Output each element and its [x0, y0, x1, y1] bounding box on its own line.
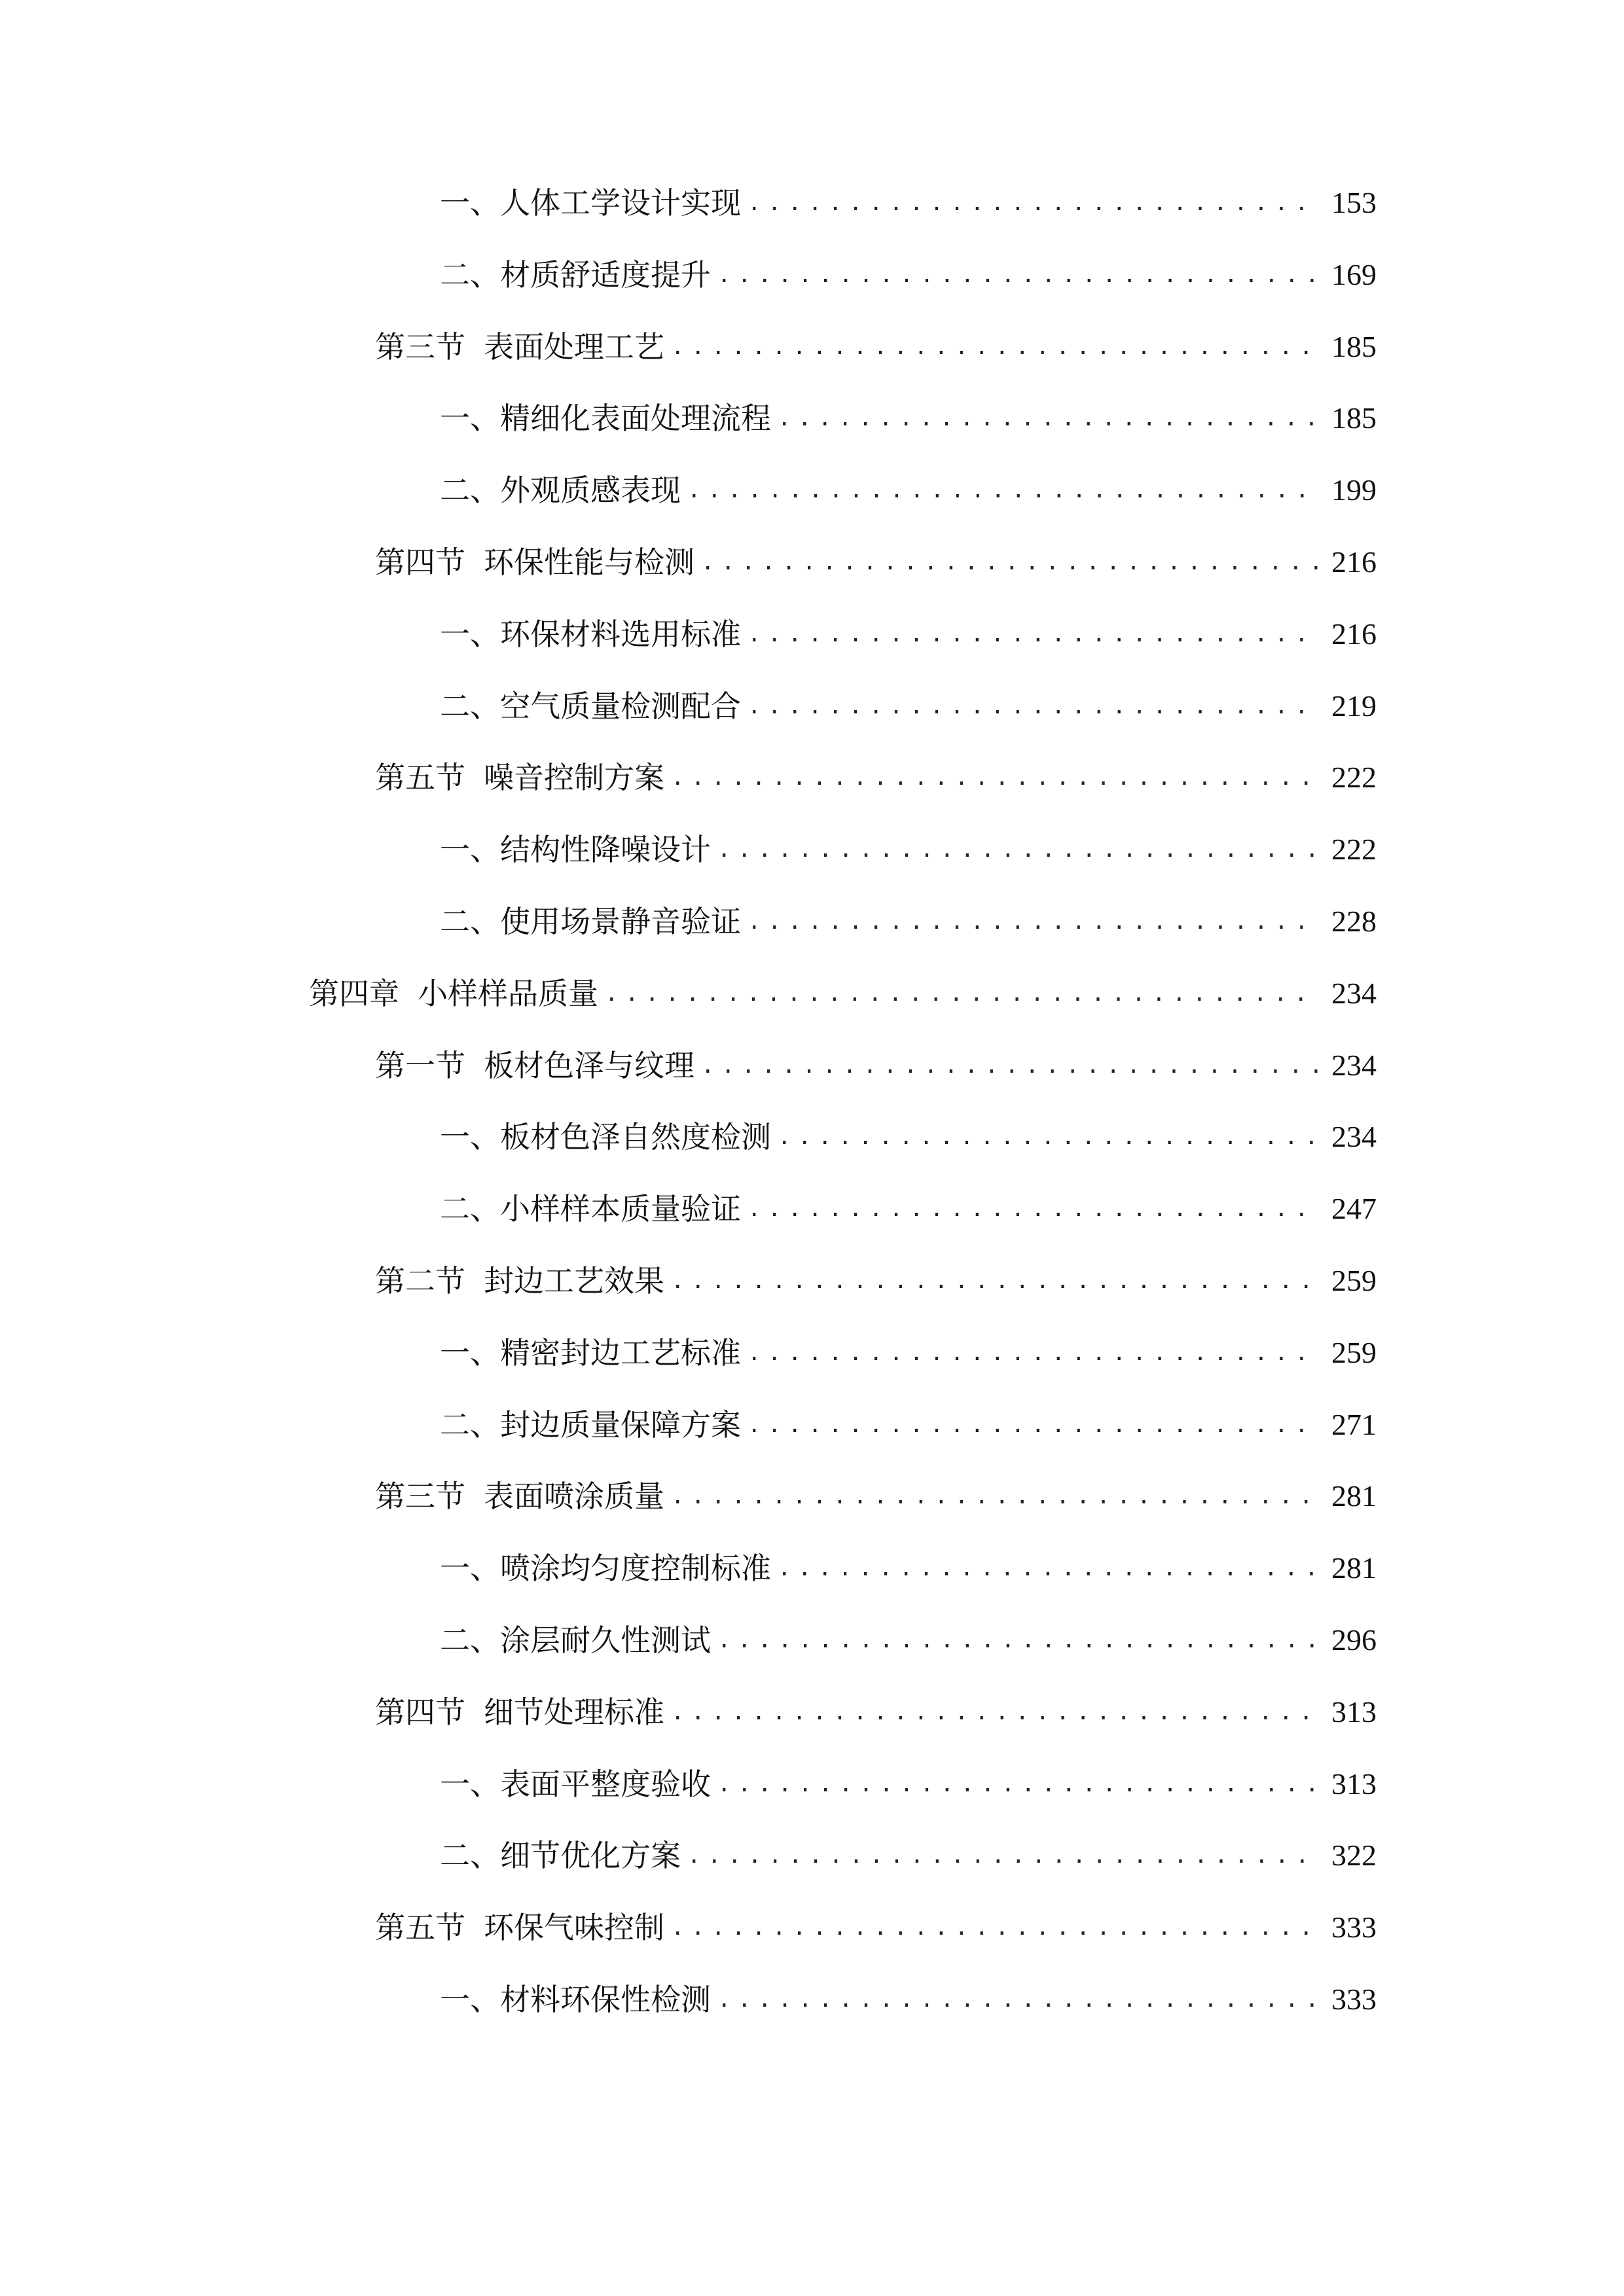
toc-entry-page-number: 333 — [1331, 1910, 1377, 1945]
toc-entry-label: 一、 — [440, 1766, 500, 1802]
toc-entry-label: 第五节 — [375, 760, 465, 796]
toc-entry-title: 表面喷涂质量 — [484, 1479, 664, 1515]
toc-entry-page-number: 313 — [1331, 1695, 1377, 1729]
dot-leader — [671, 751, 1320, 804]
dot-leader — [671, 1255, 1320, 1307]
toc-entry-title: 小样样本质量验证 — [500, 1191, 741, 1227]
toc-entry-label: 一、 — [440, 185, 500, 221]
toc-entry[interactable] — [440, 1111, 1377, 1163]
toc-entry[interactable] — [440, 1327, 1377, 1379]
toc-entry-page-number: 259 — [1331, 1335, 1377, 1369]
toc-entry[interactable] — [440, 895, 1377, 948]
toc-entry-title: 环保气味控制 — [484, 1910, 664, 1946]
toc-entry[interactable] — [375, 751, 1377, 804]
dot-leader — [717, 1614, 1320, 1666]
toc-entry[interactable] — [440, 823, 1377, 876]
toc-entry-label: 第二节 — [375, 1263, 465, 1299]
toc-entry-page-number: 216 — [1331, 617, 1377, 651]
toc-entry[interactable] — [440, 680, 1377, 732]
toc-entry-label: 二、 — [440, 1191, 500, 1227]
toc-entry-page-number: 153 — [1331, 186, 1377, 219]
toc-entry-label: 二、 — [440, 1838, 500, 1874]
toc-entry-page-number: 313 — [1331, 1767, 1377, 1801]
toc-entry-page-number: 281 — [1331, 1479, 1377, 1513]
toc-entry[interactable] — [440, 1758, 1377, 1810]
toc-entry-page-number: 247 — [1331, 1192, 1377, 1226]
toc-entry-label: 一、 — [440, 401, 500, 437]
toc-entry[interactable] — [375, 1901, 1377, 1954]
toc-entry[interactable] — [375, 321, 1377, 373]
toc-entry[interactable] — [440, 464, 1377, 516]
toc-entry-page-number: 296 — [1331, 1623, 1377, 1657]
toc-entry-title: 板材色泽自然度检测 — [500, 1119, 771, 1155]
toc-entry-label: 二、 — [440, 1623, 500, 1658]
toc-entry-page-number: 234 — [1331, 1048, 1377, 1082]
toc-entry-label: 一、 — [440, 1119, 500, 1155]
toc-entry-page-number: 271 — [1331, 1407, 1377, 1441]
toc-entry-page-number: 219 — [1331, 689, 1377, 723]
dot-leader — [717, 249, 1320, 301]
toc-entry[interactable] — [375, 1470, 1377, 1522]
toc-entry-title: 噪音控制方案 — [484, 760, 664, 796]
toc-entry-title: 喷涂均匀度控制标准 — [500, 1551, 771, 1587]
toc-entry-title: 人体工学设计实现 — [500, 185, 741, 221]
toc-entry-label: 二、 — [440, 257, 500, 293]
toc-entry-page-number: 281 — [1331, 1551, 1377, 1585]
toc-entry-label: 二、 — [440, 688, 500, 724]
toc-entry-page-number: 185 — [1331, 329, 1377, 363]
dot-leader — [717, 1758, 1320, 1810]
toc-entry-page-number: 222 — [1331, 761, 1377, 795]
toc-entry[interactable] — [440, 392, 1377, 444]
toc-entry-label: 第三节 — [375, 1479, 465, 1515]
toc-entry-title: 细节处理标准 — [484, 1694, 664, 1730]
toc-entry-title: 小样样品质量 — [418, 975, 598, 1011]
toc-entry[interactable] — [375, 1039, 1377, 1092]
dot-leader — [748, 680, 1320, 732]
toc-entry-title: 封边质量保障方案 — [500, 1407, 741, 1443]
toc-entry-title: 封边工艺效果 — [484, 1263, 664, 1299]
toc-entry[interactable] — [375, 1686, 1377, 1738]
toc-entry-label: 第四节 — [375, 1694, 465, 1730]
toc-entry-title: 材质舒适度提升 — [500, 257, 711, 293]
toc-entry-page-number: 222 — [1331, 833, 1377, 867]
dot-leader — [701, 1039, 1320, 1092]
toc-entry-title: 涂层耐久性测试 — [500, 1623, 711, 1658]
dot-leader — [605, 967, 1320, 1020]
toc-entry-page-number: 234 — [1331, 976, 1377, 1010]
toc-entry-title: 细节优化方案 — [500, 1838, 681, 1874]
toc-entry-label: 一、 — [440, 1335, 500, 1371]
toc-entry-label: 第四节 — [375, 545, 465, 580]
toc-entry-title: 板材色泽与纹理 — [484, 1047, 695, 1083]
dot-leader — [748, 1399, 1320, 1451]
dot-leader — [687, 1829, 1320, 1882]
dot-leader — [748, 1183, 1320, 1235]
toc-entry-page-number: 216 — [1331, 545, 1377, 579]
toc-entry[interactable] — [309, 967, 1377, 1020]
toc-entry-title: 精密封边工艺标准 — [500, 1335, 741, 1371]
dot-leader — [748, 895, 1320, 948]
toc-entry-page-number: 185 — [1331, 401, 1377, 435]
toc-entry-label: 二、 — [440, 904, 500, 939]
dot-leader — [687, 464, 1320, 516]
toc-entry-page-number: 322 — [1331, 1839, 1377, 1873]
toc-entry-label: 一、 — [440, 616, 500, 652]
toc-entry-label: 第三节 — [375, 329, 465, 365]
toc-entry[interactable] — [375, 536, 1377, 588]
toc-entry[interactable] — [440, 1614, 1377, 1666]
toc-entry-label: 第五节 — [375, 1910, 465, 1946]
toc-entry-label: 一、 — [440, 1982, 500, 2017]
dot-leader — [717, 823, 1320, 876]
toc-entry-label: 一、 — [440, 832, 500, 868]
dot-leader — [778, 392, 1320, 444]
dot-leader — [671, 1686, 1320, 1738]
toc-entry-page-number: 234 — [1331, 1120, 1377, 1154]
dot-leader — [778, 1542, 1320, 1594]
dot-leader — [671, 1470, 1320, 1522]
toc-entry-title: 使用场景静音验证 — [500, 904, 741, 939]
toc-entry[interactable] — [440, 1829, 1377, 1882]
toc-entry[interactable] — [440, 1183, 1377, 1235]
toc-entry-title: 表面平整度验收 — [500, 1766, 711, 1802]
toc-entry[interactable] — [440, 1399, 1377, 1451]
dot-leader — [671, 1901, 1320, 1954]
toc-entry-title: 外观质感表现 — [500, 473, 681, 509]
dot-leader — [717, 1973, 1320, 2026]
toc-entry-label: 二、 — [440, 473, 500, 509]
toc-entry-page-number: 228 — [1331, 905, 1377, 938]
toc-entry-title: 材料环保性检测 — [500, 1982, 711, 2017]
toc-entry-page-number: 333 — [1331, 1982, 1377, 2016]
toc-entry-title: 环保性能与检测 — [484, 545, 695, 580]
dot-leader — [701, 536, 1320, 588]
dot-leader — [748, 608, 1320, 660]
toc-entry[interactable] — [440, 608, 1377, 660]
toc-entry[interactable] — [375, 1255, 1377, 1307]
toc-entry-title: 空气质量检测配合 — [500, 688, 741, 724]
toc-entry-title: 表面处理工艺 — [484, 329, 664, 365]
dot-leader — [748, 1327, 1320, 1379]
toc-entry-title: 精细化表面处理流程 — [500, 401, 771, 437]
toc-entry[interactable] — [440, 1973, 1377, 2026]
toc-entry[interactable] — [440, 177, 1377, 229]
toc-entry-page-number: 169 — [1331, 257, 1377, 291]
dot-leader — [778, 1111, 1320, 1163]
toc-entry-page-number: 199 — [1331, 473, 1377, 507]
toc-entry-label: 一、 — [440, 1551, 500, 1587]
dot-leader — [748, 177, 1320, 229]
toc-entry-label: 第四章 — [309, 975, 399, 1011]
dot-leader — [671, 321, 1320, 373]
toc-entry[interactable] — [440, 1542, 1377, 1594]
toc-entry-label: 第一节 — [375, 1047, 465, 1083]
toc-entry-title: 环保材料选用标准 — [500, 616, 741, 652]
toc-entry-label: 二、 — [440, 1407, 500, 1443]
toc-entry[interactable] — [440, 249, 1377, 301]
toc-entry-page-number: 259 — [1331, 1264, 1377, 1297]
toc-entry-title: 结构性降噪设计 — [500, 832, 711, 868]
